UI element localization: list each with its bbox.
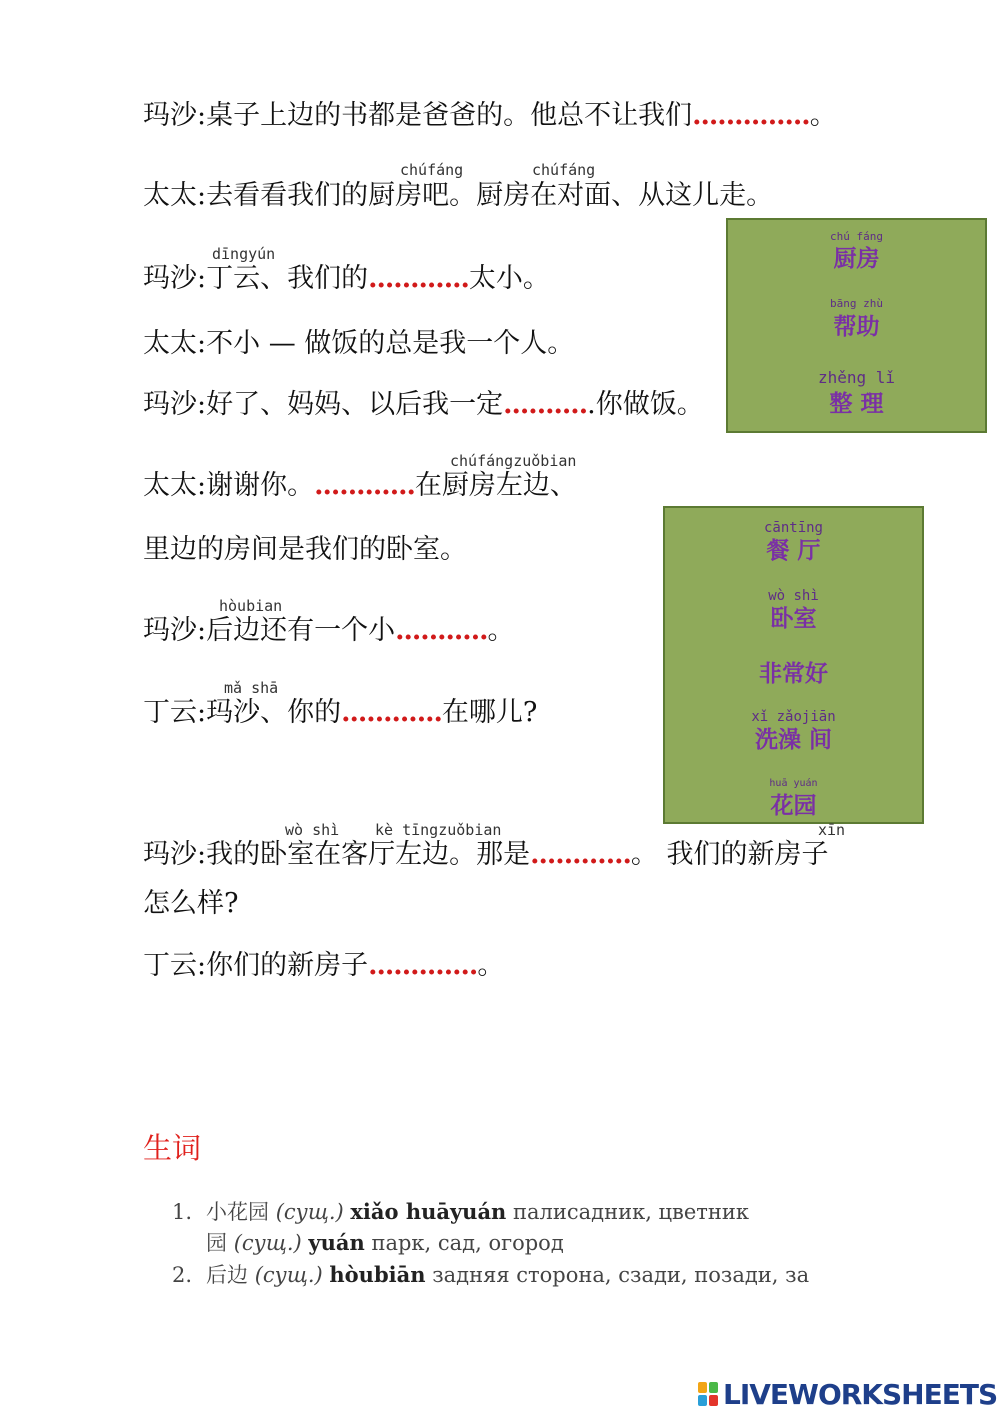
word-bank-2 bbox=[663, 506, 924, 824]
speaker: 太太: bbox=[143, 470, 207, 501]
dialogue-text: 桌子上边的书都是爸爸的。他总不让我们 bbox=[206, 100, 693, 131]
answer-blank-8[interactable]: ............. bbox=[368, 950, 478, 981]
dialogue-text: 玛沙、你的 bbox=[206, 697, 342, 728]
dialogue-line-10 bbox=[143, 837, 829, 873]
word-option[interactable]: 厨房 bbox=[833, 246, 880, 272]
word-pinyin: zhěng lǐ bbox=[817, 368, 896, 387]
pinyin-annotation: chúfáng bbox=[532, 161, 596, 179]
vocab-item bbox=[172, 1196, 749, 1226]
dialogue-text: 去看看我们的厨房吧。厨房在对面、从这儿走。 bbox=[206, 180, 774, 211]
word-option[interactable]: 卧室 bbox=[770, 606, 817, 632]
vocab-number: 2. bbox=[172, 1263, 193, 1287]
word-option[interactable]: 帮助 bbox=[833, 314, 880, 340]
dialogue-text: 你们的新房子 bbox=[206, 950, 369, 981]
dialogue-text: 。 bbox=[487, 615, 515, 646]
pinyin-annotation: kè tīngzuǒbian bbox=[375, 821, 502, 839]
answer-blank-2[interactable]: ............ bbox=[368, 263, 469, 294]
speaker: 玛沙: bbox=[143, 263, 207, 294]
dialogue-line-3 bbox=[143, 261, 550, 297]
word-option[interactable]: 花园 bbox=[770, 793, 817, 819]
vocab-hanzi: 后边 bbox=[206, 1263, 248, 1287]
speaker: 丁云: bbox=[143, 697, 207, 728]
pinyin-annotation: hòubian bbox=[219, 597, 283, 615]
answer-blank-6[interactable]: ............ bbox=[341, 697, 442, 728]
word-pinyin: xǐ zǎojiān bbox=[751, 709, 836, 725]
word-option[interactable]: 整 理 bbox=[829, 391, 884, 417]
dialogue-line-2 bbox=[143, 178, 773, 214]
word-option[interactable]: 洗澡 间 bbox=[754, 727, 832, 753]
pinyin-annotation: mǎ shā bbox=[224, 679, 279, 697]
dialogue-line-1 bbox=[143, 98, 837, 134]
dialogue-text: 我的卧室在客厅左边。那是 bbox=[206, 839, 531, 870]
speaker: 玛沙: bbox=[143, 389, 207, 420]
word-pinyin: chú fáng bbox=[830, 230, 883, 243]
word-pinyin: bāng zhù bbox=[830, 297, 883, 310]
speaker: 玛沙: bbox=[143, 100, 207, 131]
dialogue-text: 好了、妈妈、以后我一定 bbox=[206, 389, 504, 420]
word-pinyin: cāntīng bbox=[763, 520, 823, 536]
word-option[interactable]: 非常好 bbox=[759, 661, 828, 687]
speaker: 太太: bbox=[143, 180, 207, 211]
vocab-heading: 生词 bbox=[143, 1131, 202, 1165]
dialogue-text: 怎么样? bbox=[143, 888, 239, 919]
dialogue-text: .你做饭。 bbox=[587, 389, 704, 420]
dialogue-text: 。 我们的新房子 bbox=[630, 839, 829, 870]
dialogue-text: 丁云、我们的 bbox=[206, 263, 369, 294]
vocab-item bbox=[172, 1227, 564, 1257]
speaker: 玛沙: bbox=[143, 839, 207, 870]
vocab-pos: (сущ.) bbox=[233, 1231, 302, 1255]
word-pinyin: huā yuán bbox=[769, 778, 818, 789]
dialogue-line-9 bbox=[143, 695, 537, 731]
vocab-meaning: парк, сад, огород bbox=[371, 1231, 564, 1255]
answer-blank-3[interactable]: .......... bbox=[503, 389, 588, 420]
liveworksheets-logo[interactable] bbox=[698, 1378, 997, 1411]
dialogue-line-5 bbox=[143, 387, 704, 423]
vocab-pinyin: yuán bbox=[308, 1230, 365, 1255]
dialogue-text: 在厨房左边、 bbox=[414, 470, 577, 501]
vocab-pinyin: hòubiān bbox=[329, 1262, 426, 1287]
pinyin-annotation: dīngyún bbox=[212, 245, 276, 263]
vocab-hanzi: 园 bbox=[206, 1231, 227, 1255]
answer-blank-7[interactable]: ............ bbox=[530, 839, 631, 870]
speaker: 丁云: bbox=[143, 950, 207, 981]
dialogue-text: 里边的房间是我们的卧室。 bbox=[143, 534, 467, 565]
dialogue-text: 。 bbox=[809, 100, 837, 131]
answer-blank-4[interactable]: ............ bbox=[314, 470, 415, 501]
dialogue-text: 后边还有一个小 bbox=[206, 615, 396, 646]
answer-blank-5[interactable]: ........... bbox=[395, 615, 488, 646]
dialogue-text: 谢谢你。 bbox=[206, 470, 315, 501]
vocab-meaning: задняя сторона, сзади, позади, за bbox=[432, 1263, 810, 1287]
dialogue-line-11 bbox=[143, 886, 238, 922]
dialogue-line-8 bbox=[143, 613, 515, 649]
vocab-hanzi: 小花园 bbox=[206, 1200, 269, 1224]
vocab-pos: (сущ.) bbox=[254, 1263, 323, 1287]
pinyin-annotation: chúfángzuǒbian bbox=[450, 452, 577, 470]
dialogue-text: 太小。 bbox=[468, 263, 550, 294]
word-pinyin: wò shì bbox=[768, 588, 819, 604]
pinyin-annotation: chúfáng bbox=[400, 161, 464, 179]
speaker: 太太: bbox=[143, 328, 207, 359]
pinyin-annotation: xīn bbox=[818, 821, 846, 839]
vocab-item bbox=[172, 1259, 809, 1289]
brand-name: LIVEWORKSHEETS bbox=[723, 1378, 998, 1411]
liveworksheets-logo-icon bbox=[698, 1382, 720, 1408]
dialogue-line-12 bbox=[143, 948, 504, 984]
dialogue-line-6 bbox=[143, 468, 577, 504]
vocab-pinyin: xiǎo huāyuán bbox=[350, 1199, 507, 1224]
vocab-pos: (сущ.) bbox=[275, 1200, 344, 1224]
answer-blank-1[interactable]: .............. bbox=[692, 100, 810, 131]
speaker: 玛沙: bbox=[143, 615, 207, 646]
word-option[interactable]: 餐 厅 bbox=[766, 538, 821, 564]
dialogue-text: 。 bbox=[477, 950, 505, 981]
word-bank-1 bbox=[726, 218, 987, 433]
vocab-meaning: палисадник, цветник bbox=[513, 1200, 750, 1224]
dialogue-line-4 bbox=[143, 326, 574, 362]
pinyin-annotation: wò shì bbox=[285, 821, 340, 839]
vocab-number: 1. bbox=[172, 1200, 193, 1224]
dialogue-line-7 bbox=[143, 532, 467, 568]
dialogue-text: 在哪儿? bbox=[441, 697, 538, 728]
dialogue-text: 不小 — 做饭的总是我一个人。 bbox=[206, 328, 575, 359]
